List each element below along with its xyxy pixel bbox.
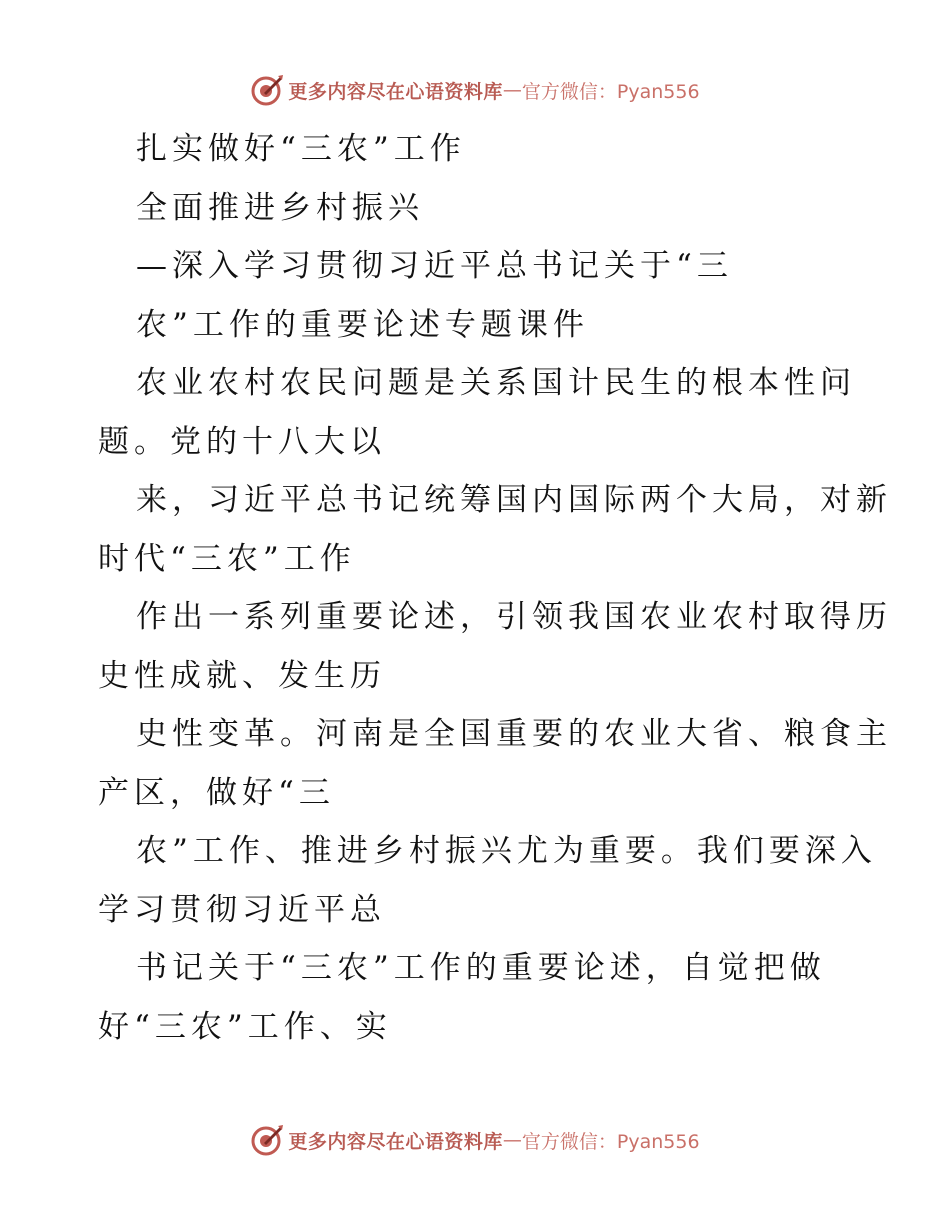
watermark-main-text: 更多内容尽在心语资料库 xyxy=(288,80,503,103)
text-line: 题。党的十八大以 xyxy=(98,423,386,460)
text-line: 全面推进乡村振兴 xyxy=(136,189,424,226)
text-line: 学习贯彻习近平总 xyxy=(98,891,386,928)
text-line: 扎实做好“三农”工作 xyxy=(136,131,466,167)
text-line: 农业农村农民问题是关系国计民生的根本性问 xyxy=(136,365,856,401)
watermark-wechat-text: 官方微信：Pyan556 xyxy=(521,1130,700,1153)
document-body xyxy=(98,120,892,1056)
text-line: 来，习近平总书记统筹国内国际两个大局，对新 xyxy=(136,482,892,518)
text-line: —深入学习贯彻习近平总书记关于“三 xyxy=(136,248,733,284)
watermark-separator: — xyxy=(502,79,522,101)
text-line: 好“三农”工作、实 xyxy=(98,1008,392,1045)
text-line: 作出一系列重要论述，引领我国农业农村取得历 xyxy=(136,599,892,635)
pen-logo-icon xyxy=(250,1123,284,1157)
watermark-wechat-text: 官方微信：Pyan556 xyxy=(521,80,700,103)
footer-watermark xyxy=(0,1120,950,1160)
text-line: 史性变革。河南是全国重要的农业大省、粮食主 xyxy=(136,716,892,752)
text-line: 农”工作、推进乡村振兴尤为重要。我们要深入 xyxy=(136,833,877,869)
watermark-separator: — xyxy=(502,1129,522,1151)
header-watermark xyxy=(0,70,950,110)
watermark-main-text: 更多内容尽在心语资料库 xyxy=(288,1130,503,1153)
text-line: 史性成就、发生历 xyxy=(98,657,386,694)
pen-logo-icon xyxy=(250,73,284,107)
text-line: 书记关于“三农”工作的重要论述，自觉把做 xyxy=(136,950,826,986)
text-line: 产区，做好“三 xyxy=(98,774,335,811)
text-line: 时代“三农”工作 xyxy=(98,540,356,577)
text-line: 农”工作的重要论述专题课件 xyxy=(136,306,589,343)
